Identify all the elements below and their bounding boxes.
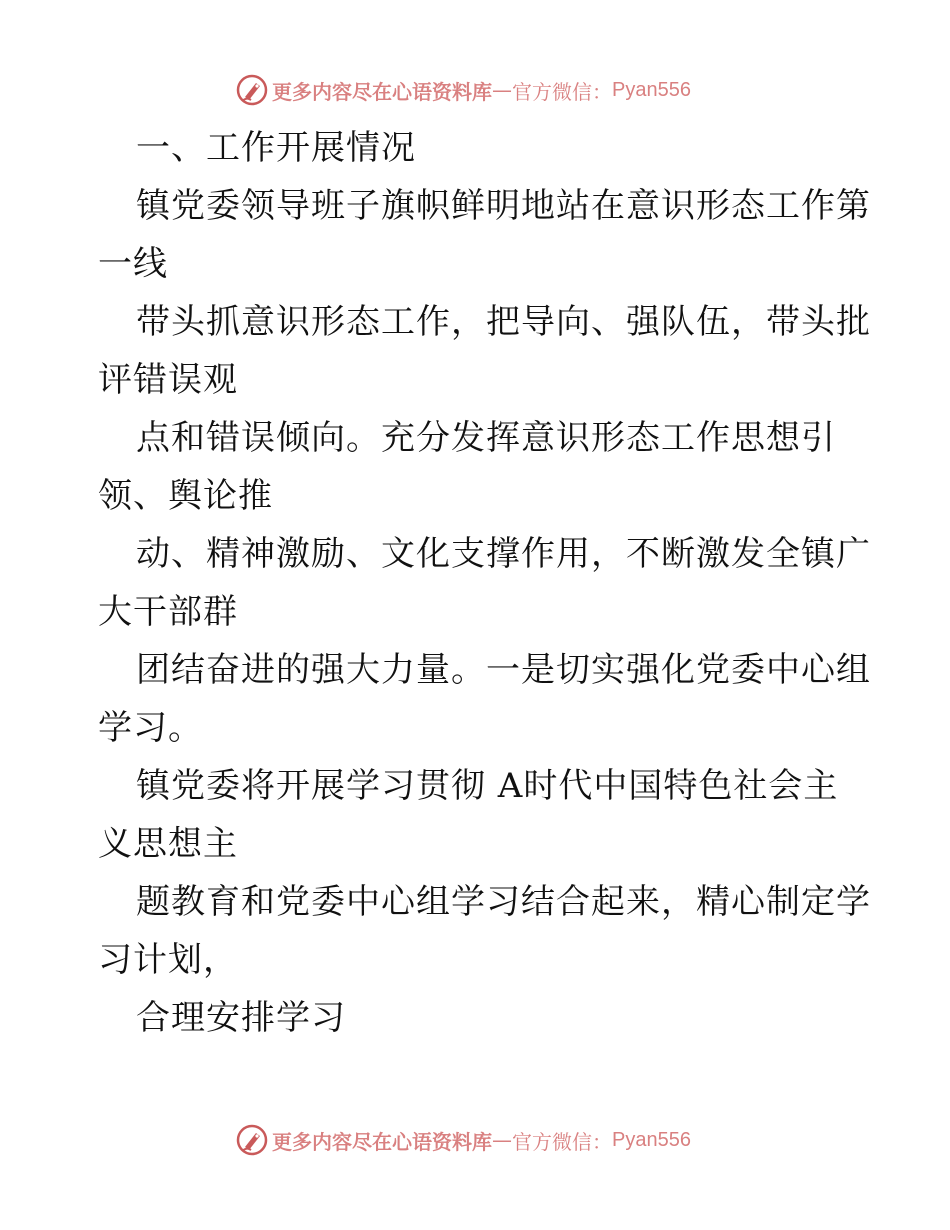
paragraph-line: 动、精神激励、文化支撑作用，不断激发全镇广 bbox=[136, 534, 871, 574]
header-banner bbox=[236, 72, 756, 108]
banner-wechat-id: Pyan556 bbox=[612, 78, 691, 101]
paragraph-line: 领、舆论推 bbox=[98, 476, 273, 516]
banner-site-name: 更多内容尽在心语资料库 bbox=[272, 79, 492, 104]
pen-nib-logo-icon bbox=[236, 74, 268, 106]
footer-banner bbox=[236, 1122, 756, 1158]
paragraph-line: 义思想主 bbox=[98, 824, 238, 864]
paragraph-line: 带头抓意识形态工作，把导向、强队伍，带头批 bbox=[136, 302, 871, 342]
paragraph-line: 镇党委领导班子旗帜鲜明地站在意识形态工作第 bbox=[136, 186, 871, 226]
paragraph-line: 大干部群 bbox=[98, 592, 238, 632]
paragraph-line: 习计划， bbox=[98, 940, 238, 980]
paragraph-line: 学习。 bbox=[98, 708, 203, 748]
banner-wechat-id: Pyan556 bbox=[612, 1128, 691, 1151]
section-heading: 一、工作开展情况 bbox=[136, 128, 416, 168]
pen-nib-logo-icon bbox=[236, 1124, 268, 1156]
banner-separator: — bbox=[492, 1128, 512, 1152]
banner-separator: — bbox=[492, 78, 512, 102]
paragraph-line: 题教育和党委中心组学习结合起来，精心制定学 bbox=[136, 882, 871, 922]
banner-site-name: 更多内容尽在心语资料库 bbox=[272, 1129, 492, 1154]
paragraph-line: 合理安排学习 bbox=[136, 998, 346, 1038]
paragraph-line: 团结奋进的强大力量。一是切实强化党委中心组 bbox=[136, 650, 871, 690]
paragraph-line: 点和错误倾向。充分发挥意识形态工作思想引 bbox=[136, 418, 836, 458]
paragraph-line: 评错误观 bbox=[98, 360, 238, 400]
banner-wechat-label: 官方微信： bbox=[512, 79, 612, 104]
banner-wechat-label: 官方微信： bbox=[512, 1129, 612, 1154]
paragraph-line: 镇党委将开展学习贯彻 A时代中国特色社会主 bbox=[136, 766, 839, 806]
paragraph-line: 一线 bbox=[98, 244, 168, 284]
